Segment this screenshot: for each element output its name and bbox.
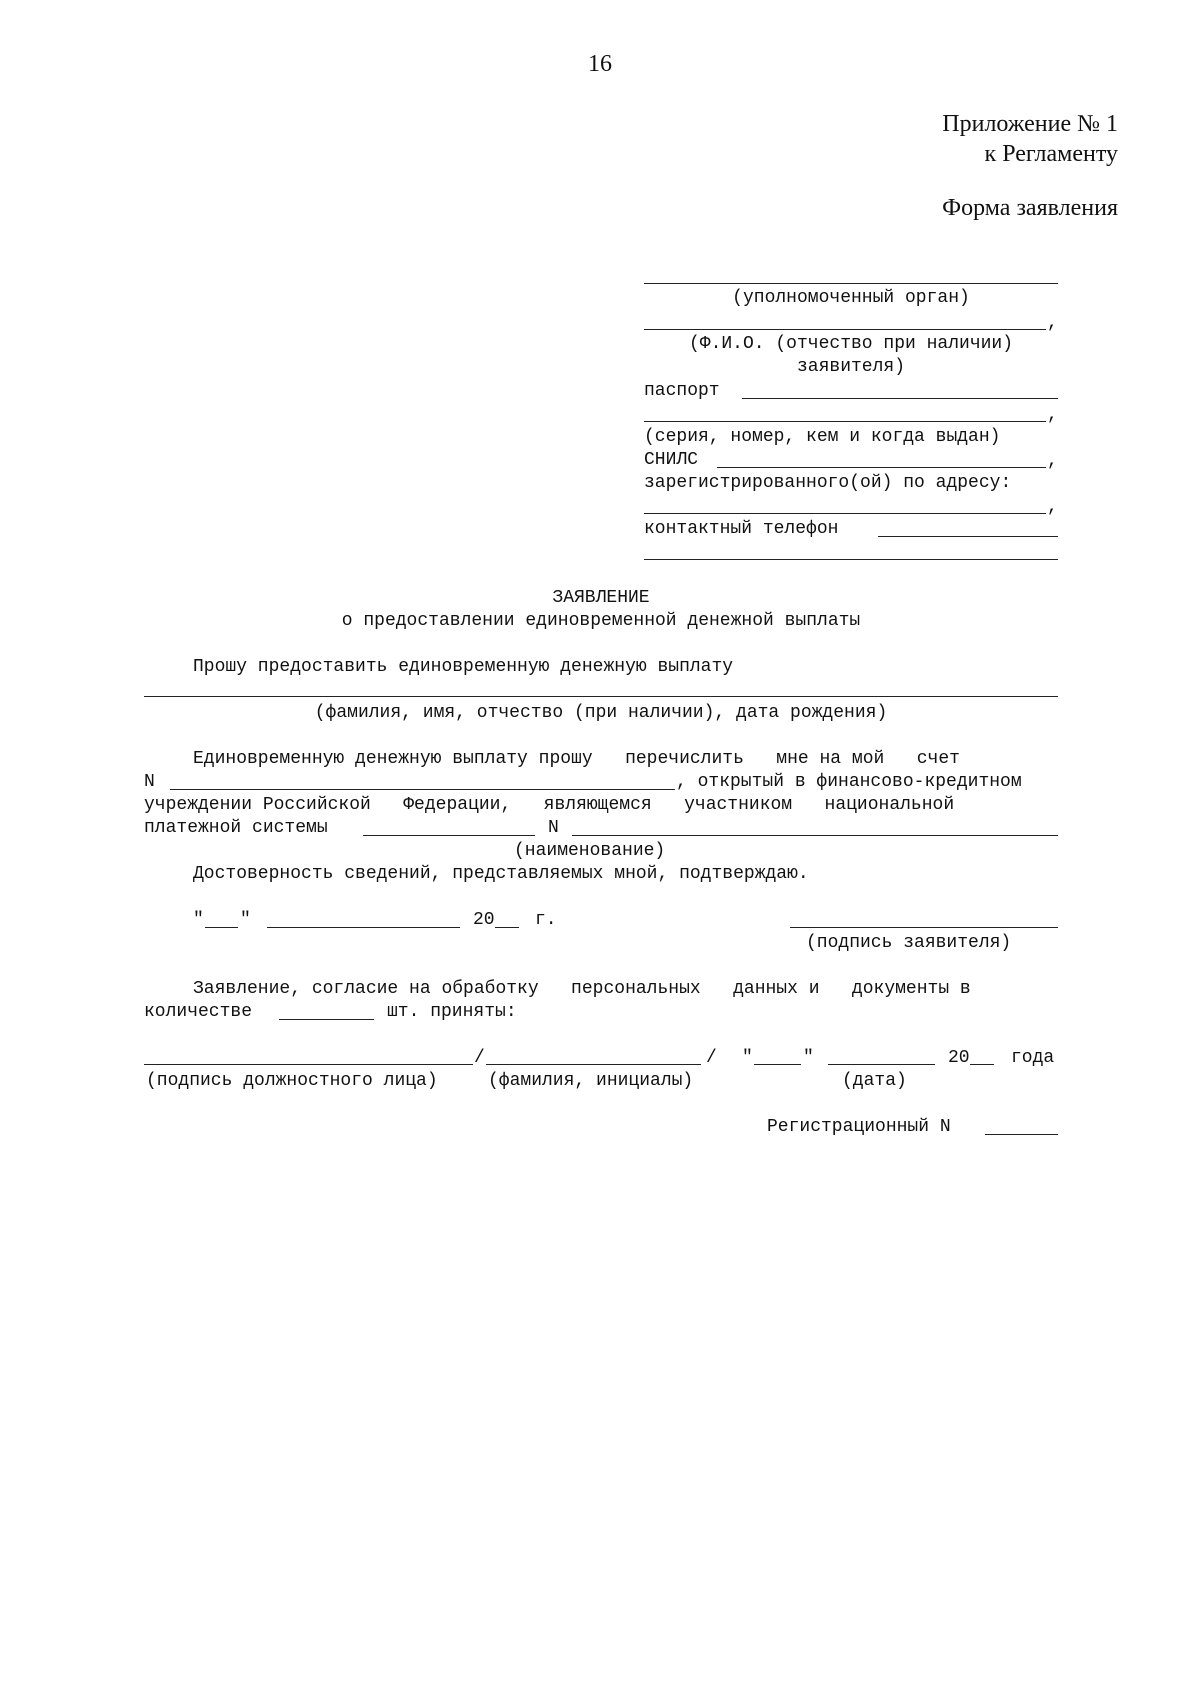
addressee-extra-line[interactable] (644, 559, 1058, 560)
request-text: Прошу предоставить единовременную денежную выплату (193, 657, 734, 677)
person-caption: (фамилия, имя, отчество (при наличии), дата рождения) (314, 703, 888, 723)
address-line[interactable] (644, 513, 1046, 514)
date-year-prefix: 20 (473, 910, 495, 930)
registered-label: зарегистрированного(ой) по адресу: (644, 473, 1012, 493)
passport-line-1[interactable] (742, 398, 1058, 399)
fio-caption-line2: заявителя) (796, 357, 906, 377)
payment-n: N (548, 818, 559, 838)
snils-label: СНИЛС (644, 450, 699, 470)
signature-caption: (подпись заявителя) (806, 933, 1012, 953)
acc-quote-close: " (803, 1048, 814, 1068)
fio-line[interactable] (644, 329, 1046, 330)
slash-1: / (474, 1048, 485, 1068)
registration-label: Регистрационный N (767, 1117, 951, 1137)
acc-day-line[interactable] (754, 1064, 801, 1065)
applicant-signature-line[interactable] (790, 927, 1058, 928)
date-caption: (дата) (842, 1071, 907, 1091)
confirm-text: Достоверность сведений, представляемых мной, подтверждаю. (193, 864, 809, 884)
quantity-line[interactable] (279, 1019, 374, 1020)
snils-comma: , (1047, 451, 1058, 471)
acceptance-line-1: Заявление, согласие на обработку персональных данных и документы в (193, 979, 971, 999)
quantity-prefix: количестве (144, 1002, 253, 1022)
initials-caption: (фамилия, инициалы) (488, 1071, 694, 1091)
acc-year-prefix: 20 (948, 1048, 970, 1068)
form-title: Форма заявления (942, 195, 1118, 221)
acc-quote-open: " (742, 1048, 753, 1068)
fio-comma: , (1047, 313, 1058, 333)
authority-caption: (уполномоченный орган) (732, 288, 970, 308)
account-number-line[interactable] (170, 789, 675, 790)
date-month-line[interactable] (267, 927, 460, 928)
account-prefix: N (144, 772, 155, 792)
passport-comma: , (1047, 405, 1058, 425)
quantity-suffix: шт. приняты: (387, 1002, 517, 1022)
snils-line[interactable] (717, 467, 1046, 468)
initials-line[interactable] (486, 1064, 701, 1065)
page-number: 16 (588, 51, 612, 77)
transfer-line-1: Единовременную денежную выплату прошу перечислить мне на мой счет (193, 749, 960, 769)
authority-line[interactable] (644, 283, 1058, 284)
acc-month-line[interactable] (828, 1064, 935, 1065)
statement-title: ЗАЯВЛЕНИЕ (552, 588, 650, 608)
date-year-suffix: г. (535, 910, 557, 930)
passport-line-2[interactable] (644, 421, 1046, 422)
appendix-to-label: к Регламенту (984, 141, 1118, 167)
official-caption: (подпись должностного лица) (146, 1071, 438, 1091)
fio-caption-line1: (Ф.И.О. (отчество при наличии) (688, 334, 1014, 354)
passport-label: паспорт (644, 381, 720, 401)
date-day-line[interactable] (205, 927, 238, 928)
passport-caption: (серия, номер, кем и когда выдан) (644, 427, 1001, 447)
statement-subtitle: о предоставлении единовременной денежной выплаты (341, 611, 861, 631)
appendix-label: Приложение № 1 (942, 111, 1118, 137)
official-signature-line[interactable] (144, 1064, 473, 1065)
transfer-line-3: учреждении Российской Федерации, являющемся участником национальной (144, 795, 955, 815)
date-quote-open: " (193, 910, 204, 930)
date-quote-close: " (240, 910, 251, 930)
address-comma: , (1047, 497, 1058, 517)
name-caption: (наименование) (514, 841, 666, 861)
acc-year-word: года (1011, 1048, 1055, 1068)
registration-number-line[interactable] (985, 1134, 1058, 1135)
phone-label: контактный телефон (644, 519, 839, 539)
person-line[interactable] (144, 696, 1058, 697)
payment-system-label: платежной системы (144, 818, 328, 838)
payment-system-line[interactable] (363, 835, 535, 836)
acc-year-line[interactable] (970, 1064, 994, 1065)
phone-line[interactable] (878, 536, 1058, 537)
payment-name-line[interactable] (572, 835, 1058, 836)
date-year-line[interactable] (495, 927, 519, 928)
slash-2: / (706, 1048, 717, 1068)
account-suffix: , открытый в финансово-кредитном (676, 772, 1022, 792)
